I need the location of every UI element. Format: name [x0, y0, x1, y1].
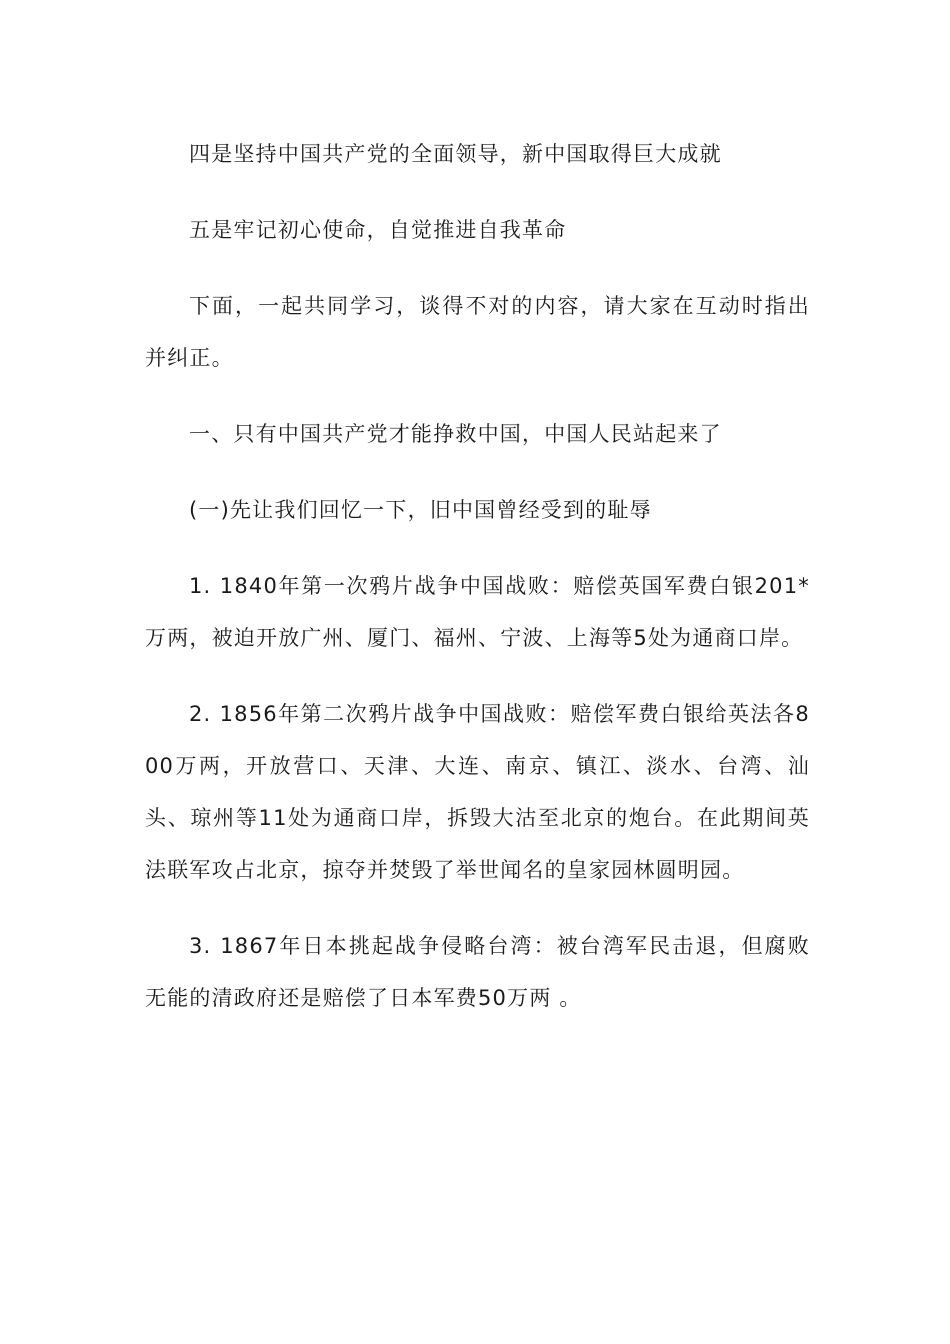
- document-body: [145, 128, 810, 1024]
- paragraph-point-five: 五是牢记初心使命，自觉推进自我革命: [189, 218, 567, 242]
- section-heading-one: 一、只有中国共产党才能挣救中国，中国人民站起来了: [189, 422, 722, 446]
- list-item-1856: 2. 1856年第二次鸦片战争中国战败：赔偿军费白银给英法各800万两，开放营口、天津、大连、南京、镇江、淡水、台湾、汕头、琼州等11处为通商口岸，拆毁大沽至北京的炮台。在此期间英法联军攻占北京，掠夺并焚毁了举世闻名的皇家园林圆明园。: [145, 702, 810, 882]
- paragraph-point-four: 四是坚持中国共产党的全面领导，新中国取得巨大成就: [189, 142, 722, 166]
- list-item-1840: 1. 1840年第一次鸦片战争中国战败：赔偿英国军费白银201*万两，被迫开放广州、厦门、福州、宁波、上海等5处为通商口岸。: [145, 574, 810, 650]
- subsection-heading-one: (一)先让我们回忆一下，旧中国曾经受到的耻辱: [189, 498, 652, 522]
- paragraph-intro: 下面，一起共同学习，谈得不对的内容，请大家在互动时指出并纠正。: [145, 294, 810, 370]
- list-item-1867: 3. 1867年日本挑起战争侵略台湾：被台湾军民击退，但腐败无能的清政府还是赔偿了日本军费50万两 。: [145, 934, 810, 1010]
